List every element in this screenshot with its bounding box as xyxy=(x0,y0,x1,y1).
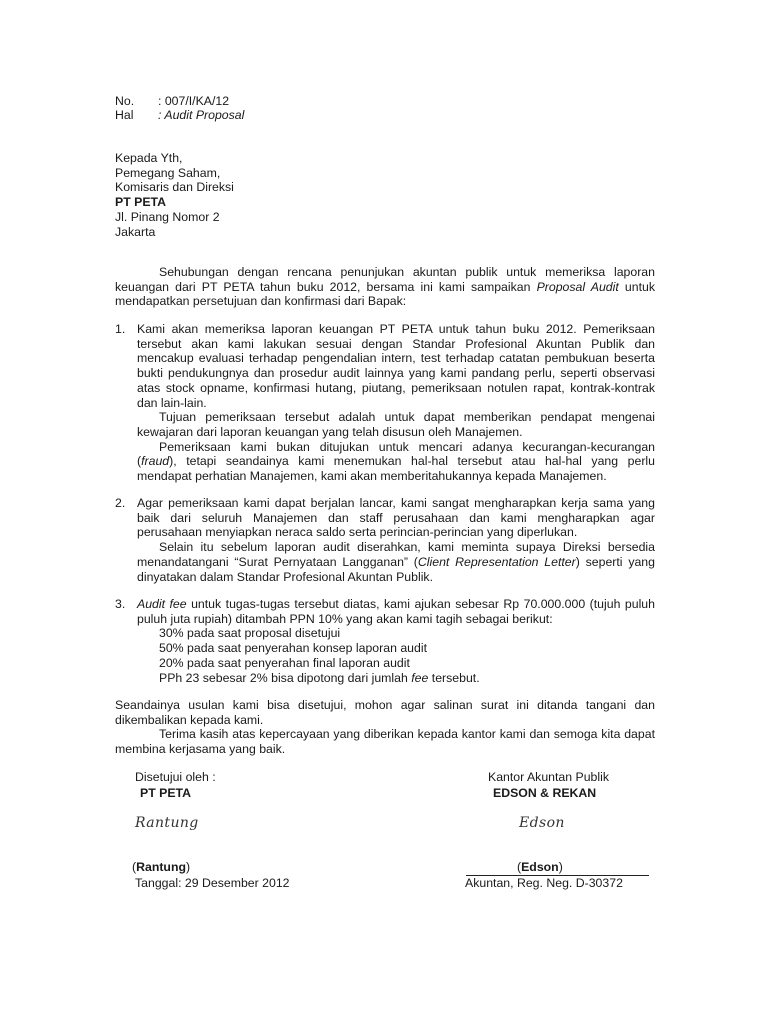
recipient-greeting: Kepada Yth, xyxy=(115,151,183,165)
firm-signatory: (Edson) xyxy=(517,860,563,874)
recipient-address: Jl. Pinang Nomor 2 xyxy=(115,209,220,224)
item-italic: fee xyxy=(411,670,429,685)
item-1-paragraph xyxy=(137,322,655,484)
firm-label: Kantor Akuntan Publik xyxy=(488,770,609,784)
item-1-number: 1. xyxy=(115,322,126,336)
item-text: PPh 23 sebesar 2% bisa dipotong dari jumlah xyxy=(159,670,412,685)
item-text: ) seperti yang xyxy=(575,554,655,569)
item-line: Agar pemeriksaan kami dapat berjalan lancar, kami sangat mengharapkan kerja sama yang xyxy=(137,496,655,510)
item-2-paragraph xyxy=(137,496,655,584)
intro-line: mendapatkan persetujuan dan konfirmasi dari Bapak: xyxy=(115,294,407,309)
subject-value: : Audit Proposal xyxy=(158,108,245,122)
approved-by-label: Disetujui oleh : xyxy=(135,770,216,784)
item-line: mendapat perhatian Manajemen, kami akan memberitahukannya kepada Manajemen. xyxy=(137,469,607,484)
approval-date: Tanggal: 29 Desember 2012 xyxy=(135,876,290,890)
intro-text: untuk xyxy=(618,279,655,294)
recipient-board: Komisaris dan Direksi xyxy=(115,180,234,195)
client-signature: Rantung xyxy=(135,815,199,831)
payment-term: 20% pada saat penyerahan final laporan audit xyxy=(159,655,410,670)
item-line: bukti pendukungnya dan prosedur audit lainnya yang kami pandang perlu, seperti observasi xyxy=(137,366,655,381)
item-italic: Client Representation Letter xyxy=(417,554,576,569)
item-3-number: 3. xyxy=(115,597,126,611)
item-line xyxy=(137,454,655,469)
letter-number-value: : 007/I/KA/12 xyxy=(158,94,230,108)
closing-line: Seandainya usulan kami bisa disetujui, mohon agar salinan surat ini ditanda tangani dan xyxy=(115,698,655,712)
item-line: perusahaan menyiapkan neraca saldo serta perincian-perincian yang diperlukan. xyxy=(137,525,578,540)
recipient-shareholders: Pemegang Saham, xyxy=(115,165,221,180)
subject-label: Hal xyxy=(115,108,134,122)
firm-signatory-name: Edson xyxy=(521,860,559,874)
client-signatory-name: Rantung xyxy=(136,860,186,874)
item-line xyxy=(137,555,655,570)
item-2-number: 2. xyxy=(115,496,126,510)
item-line: puluh juta rupiah) ditambah PPN 10% yang akan kami tagih sebagai berikut: xyxy=(137,611,553,626)
intro-paragraph xyxy=(115,265,655,309)
item-italic: fraud xyxy=(141,454,170,469)
payment-term: 50% pada saat penyerahan konsep laporan audit xyxy=(159,641,428,656)
item-line: Pemeriksaan kami bukan ditujukan untuk mencari adanya kecurangan-kecurangan xyxy=(159,439,655,454)
item-line: Kami akan memeriksa laporan keuangan PT PETA untuk tahun buku 2012. Pemeriksaan xyxy=(137,322,655,336)
closing-line: Terima kasih atas kepercayaan yang diberikan kepada kantor kami dan semoga kita dapat xyxy=(159,727,655,742)
item-italic: Audit fee xyxy=(137,597,187,611)
item-line: dinyatakan dalam Standar Profesional Akuntan Publik. xyxy=(137,569,433,584)
item-line xyxy=(137,597,655,612)
item-text: ), tetapi seandainya kami menemukan hal-hal tersebut atau hal-hal yang perlu xyxy=(169,454,655,469)
letter-number-label: No. xyxy=(115,94,135,108)
accountant-registration: Akuntan, Reg. Neg. D-30372 xyxy=(465,876,623,890)
item-line: baik dari seluruh Manajemen dan staff perusahaan dan kami mengharapkan agar xyxy=(137,510,655,525)
intro-italic: Proposal Audit xyxy=(536,279,619,294)
item-line: kewajaran dari laporan keuangan yang telah disusun oleh Manajemen. xyxy=(137,424,523,439)
firm-name: EDSON & REKAN xyxy=(493,786,597,800)
item-text: menandatangani “Surat Pernyataan Langganan” ( xyxy=(137,554,418,569)
item-line: tersebut akan kami lakukan sesuai dengan Standar Profesional Akuntan Publik dan xyxy=(137,336,655,351)
payment-term xyxy=(137,671,655,686)
closing-paragraph xyxy=(115,698,655,757)
item-line: mencakup evaluasi terhadap pengendalian intern, test terhadap catatan pembukuan beserta xyxy=(137,351,655,366)
item-line: Selain itu sebelum laporan audit diserahkan, kami meminta supaya Direksi bersedia xyxy=(159,540,655,555)
item-line: dan lain-lain. xyxy=(137,395,207,410)
item-3-paragraph xyxy=(137,597,655,685)
intro-line: Sehubungan dengan rencana penunjukan akuntan publik untuk memeriksa laporan xyxy=(159,265,655,279)
item-text: tersebut. xyxy=(428,670,480,685)
client-company: PT PETA xyxy=(140,786,192,800)
closing-line: dikembalikan kepada kami. xyxy=(115,712,264,727)
recipient-block xyxy=(115,151,234,239)
item-line: Tujuan pemeriksaan tersebut adalah untuk dapat memberikan pendapat mengenai xyxy=(159,410,655,425)
item-text: untuk tugas-tugas tersebut diatas, kami ajukan sebesar Rp 70.000.000 (tujuh puluh xyxy=(186,597,655,611)
intro-line xyxy=(115,280,655,295)
client-signatory: (Rantung) xyxy=(132,860,191,874)
payment-term: 30% pada saat proposal disetujui xyxy=(159,626,341,641)
closing-line: membina kerjasama yang baik. xyxy=(115,742,286,757)
recipient-city: Jakarta xyxy=(115,224,156,239)
item-line: atas stock opname, konfirmasi hutang, piutang, pemeriksaan notulen rapat, kontrak-kontrak xyxy=(137,380,655,395)
recipient-company: PT PETA xyxy=(115,195,167,210)
item-text: ( xyxy=(137,454,142,469)
firm-signature: Edson xyxy=(519,815,565,831)
intro-text: keuangan dari PT PETA tahun buku 2012, bersama ini kami sampaikan xyxy=(115,279,537,294)
